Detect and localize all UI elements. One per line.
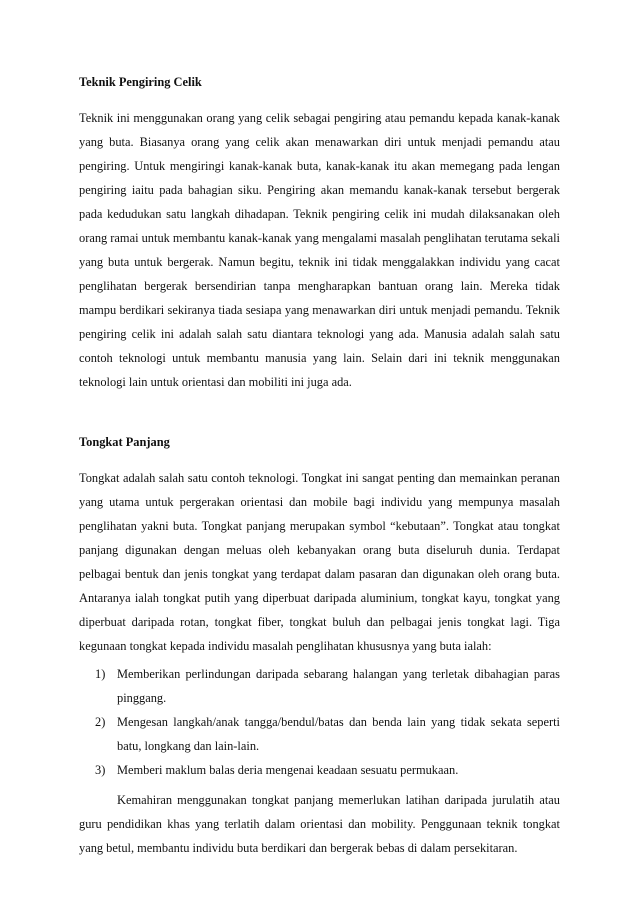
- paragraph-tongkat-panjang: Tongkat adalah salah satu contoh teknologi. Tongkat ini sangat penting dan memainkan peranan yang utama untuk pergerakan orientasi dan mobile bagi individu yang mempunya masalah penglihatan yakni buta. Tongkat panjang merupakan symbol “kebutaan”. Tongkat atau tongkat panjang digunakan dengan meluas oleh kebanyakan orang buta diseluruh dunia. Terdapat pelbagai bentuk dan jenis tongkat yang terdapat dalam pasaran dan digunakan oleh orang buta. Antaranya ialah tongkat putih yang diperbuat daripada aluminium, tongkat kayu, tongkat yang diperbuat daripada rotan, tongkat fiber, tongkat buluh dan pelbagai jenis tongkat lagi. Tiga kegunaan tongkat kepada individu masalah penglihatan khususnya yang buta ialah:: [79, 471, 560, 653]
- list-item: [79, 662, 560, 710]
- document-page: [79, 70, 560, 860]
- list-item-text: Mengesan langkah/anak tangga/bendul/batas dan benda lain yang tidak sekata seperti batu, longkang dan lain-lain.: [117, 715, 560, 753]
- list-item: [79, 758, 560, 782]
- list-item-number: 1): [95, 667, 106, 681]
- paragraph-teknik-pengiring-celik: Teknik ini menggunakan orang yang celik sebagai pengiring atau pemandu kepada kanak-kanak yang buta. Biasanya orang yang celik akan menawarkan diri untuk menjadi pemandu atau pengiring. Untuk mengiringi kanak-kanak buta, kanak-kanak itu akan memegang pada lengan pengiring iaitu pada bahagian siku. Pengiring akan memandu kanak-kanak tersebut bergerak pada kedudukan satu langkah dihadapan. Teknik pengiring celik ini mudah dilaksanakan oleh orang ramai untuk membantu kanak-kanak yang mengalami masalah penglihatan terutama sekali yang buta untuk bergerak. Namun begitu, teknik ini tidak menggalakkan individu yang cacat penglihatan bergerak bersendirian tanpa mengharapkan bantuan orang lain. Mereka tidak mampu berdikari sekiranya tiada sesiapa yang menawarkan diri untuk menjadi pemandu. Teknik pengiring celik ini adalah salah satu diantara teknologi yang ada. Manusia adalah salah satu contoh teknologi untuk membantu manusia yang lain. Selain dari ini teknik menggunakan teknologi lain untuk orientasi dan mobiliti ini juga ada.: [79, 111, 560, 389]
- list-item-text: Memberi maklum balas deria mengenai keadaan sesuatu permukaan.: [117, 763, 459, 777]
- list-item-number: 2): [95, 715, 106, 729]
- tongkat-uses-list: [79, 662, 560, 782]
- paragraph-kemahiran: Kemahiran menggunakan tongkat panjang memerlukan latihan daripada jurulatih atau guru pendidikan khas yang terlatih dalam orientasi dan mobility. Penggunaan teknik tongkat yang betul, membantu individu buta berdikari dan bergerak bebas di dalam persekitaran.: [79, 793, 560, 855]
- list-item-number: 3): [95, 763, 106, 777]
- list-item: [79, 710, 560, 758]
- list-item-text: Memberikan perlindungan daripada sebarang halangan yang terletak dibahagian paras pinggang.: [117, 667, 560, 705]
- section-heading-teknik-pengiring-celik: Teknik Pengiring Celik: [79, 75, 202, 89]
- section-heading-tongkat-panjang: Tongkat Panjang: [79, 435, 170, 449]
